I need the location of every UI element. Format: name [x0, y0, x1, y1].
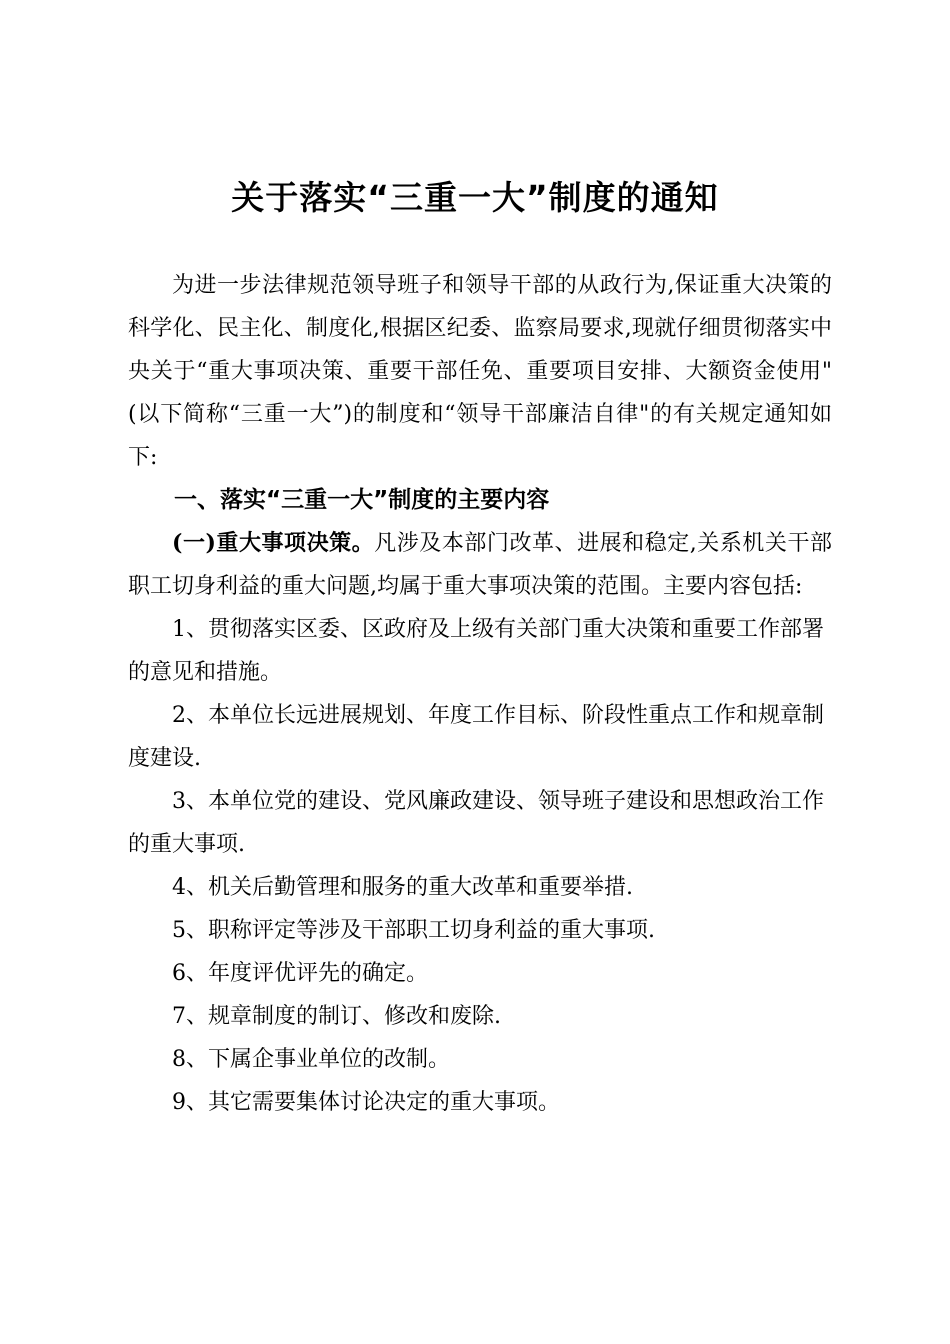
list-item: 3、本单位党的建设、党风廉政建设、领导班子建设和思想政治工作的重大事项. [128, 789, 824, 857]
list-item: 4、机关后勤管理和服务的重大改革和重要举措. [172, 875, 633, 900]
subsection-lead: (一)重大事项决策。 [172, 530, 375, 556]
document-body [128, 264, 832, 1124]
intro-paragraph: 为进一步法律规范领导班子和领导干部的从政行为,保证重大决策的科学化、民主化、制度化,根据区纪委、监察局要求,现就仔细贯彻落实中央关于“重大事项决策、重要干部任免、重要项目安排、大额资金使用"(以下简称“三重一大”)的制度和“领导干部廉洁自律"的有关规定通知如下: [128, 273, 832, 470]
section-heading: 一、落实“三重一大”制度的主要内容 [174, 487, 550, 513]
document-title: 关于落实“三重一大”制度的通知 [231, 178, 719, 217]
list-item: 1、贯彻落实区委、区政府及上级有关部门重大决策和重要工作部署的意见和措施。 [128, 617, 824, 685]
list-item: 5、职称评定等涉及干部职工切身利益的重大事项. [172, 918, 655, 943]
subsection-text: 凡涉及本部门改革、进展和稳定,关系机关干部职工切身利益的重大问题,均属于重大事项决策的范围。主要内容包括: [128, 531, 832, 599]
list-item: 6、年度评优评先的确定。 [172, 961, 428, 986]
list-item: 2、本单位长远进展规划、年度工作目标、阶段性重点工作和规章制度建设. [128, 703, 824, 771]
list-item: 9、其它需要集体讨论决定的重大事项。 [172, 1090, 560, 1115]
list-item: 8、下属企事业单位的改制。 [172, 1047, 450, 1072]
subsection-paragraph [128, 522, 832, 608]
list-item: 7、规章制度的制订、修改和废除. [172, 1004, 501, 1029]
